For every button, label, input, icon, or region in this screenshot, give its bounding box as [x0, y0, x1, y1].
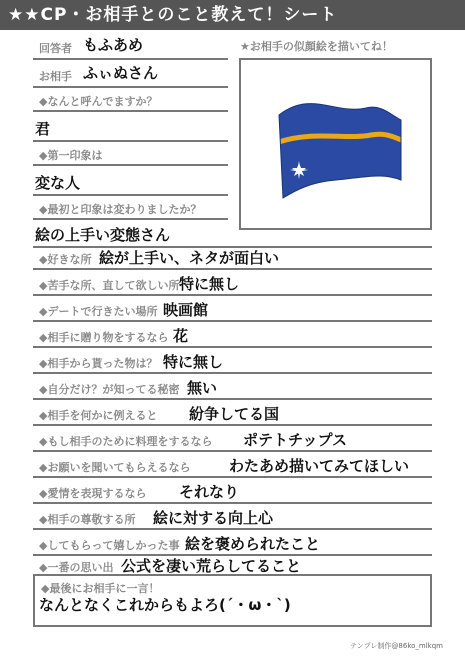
row-gift-give-value: 花 — [173, 327, 189, 345]
q-nickname-value: 君 — [35, 120, 51, 138]
row-respect-label: ◆相手の尊敬する所 — [39, 513, 136, 526]
row-secret-value: 無い — [187, 379, 218, 397]
row-cooking — [33, 426, 432, 452]
q-first-impression-answer — [33, 166, 228, 196]
row-likes-value: 絵が上手い、ネタが面白い — [99, 249, 280, 267]
row-memory-label: ◆一番の思い出 — [39, 561, 114, 574]
row-metaphor — [33, 400, 432, 426]
partner-field — [33, 60, 228, 88]
partner-value: ふぃぬさん — [83, 64, 159, 82]
q-nickname-text: ◆なんと呼んでますか？ — [39, 95, 158, 108]
row-request-value: わたあめ描いてみてほしい — [229, 457, 410, 475]
row-gift-received-value: 特に無し — [163, 353, 224, 371]
q-first-impression-label — [33, 142, 228, 166]
row-dislikes-label: ◆苦手な所、直して欲しい所 — [39, 279, 180, 292]
row-secret-label: ◆自分だけ？が知ってる秘密 — [39, 383, 180, 396]
row-cooking-value: ポテトチップス — [243, 431, 347, 449]
row-secret — [33, 374, 432, 400]
row-affection-label: ◆愛情を表現するなら — [39, 487, 147, 500]
row-gift-received — [33, 348, 432, 374]
row-memory-value: 公式を凄い荒らしてること — [121, 557, 302, 575]
row-gift-give-label: ◆相手に贈り物をするなら — [39, 331, 169, 344]
final-message-box — [33, 574, 432, 627]
row-affection-value: それなり — [179, 483, 240, 501]
row-respect-value: 絵に対する向上心 — [153, 509, 274, 527]
final-message-label: ◆最後にお相手に一言！ — [41, 582, 160, 595]
row-likes-label: ◆好きな所 — [39, 253, 92, 266]
q-impression-change-text: ◆最初と印象は変わりましたか？ — [39, 203, 202, 216]
partner-label: お相手 — [39, 70, 72, 83]
row-date-place — [33, 296, 432, 322]
q-impression-change-label — [33, 196, 228, 220]
q-nickname-answer — [33, 112, 228, 142]
flag-drawing-icon — [241, 60, 430, 228]
row-affection — [33, 478, 432, 504]
row-likes — [33, 244, 432, 270]
row-date-place-value: 映画館 — [163, 301, 209, 319]
row-request — [33, 452, 432, 478]
respondent-field — [33, 32, 228, 60]
row-metaphor-label: ◆相手を何かに例えると — [39, 409, 158, 422]
final-message-value: なんとなくこれからもよろ(´・ω・`) — [39, 596, 291, 614]
row-dislikes — [33, 270, 432, 296]
row-request-label: ◆お願いを聞いてもらえるなら — [39, 461, 191, 474]
row-gift-give — [33, 322, 432, 348]
row-gift-received-label: ◆相手から貰った物は？ — [39, 357, 158, 370]
respondent-value: もふあめ — [83, 36, 144, 54]
row-dislikes-value: 特に無し — [179, 275, 240, 293]
row-metaphor-value: 紛争してる国 — [189, 405, 280, 423]
row-respect — [33, 504, 432, 530]
q-first-impression-value: 変な人 — [35, 174, 81, 192]
q-impression-change-value: 絵の上手い変態さん — [35, 226, 171, 244]
q-first-impression-text: ◆第一印象は — [39, 149, 103, 162]
portrait-box — [239, 58, 432, 230]
row-date-place-label: ◆デートで行きたい場所 — [39, 305, 158, 318]
row-happy-label: ◆してもらって嬉しかった事 — [39, 539, 180, 552]
respondent-label: 回答者 — [39, 42, 72, 55]
portrait-title: ★お相手の似顔絵を描いてね！ — [240, 40, 393, 53]
template-credit: テンプレ制作@86ko_mlkqm — [350, 642, 443, 650]
sheet-title: ★★CP・お相手とのこと教えて！シート — [0, 0, 465, 30]
row-cooking-label: ◆もし相手のために料理をするなら — [39, 435, 213, 448]
q-nickname-label — [33, 88, 228, 112]
row-happy-value: 絵を褒められたこと — [185, 535, 321, 553]
